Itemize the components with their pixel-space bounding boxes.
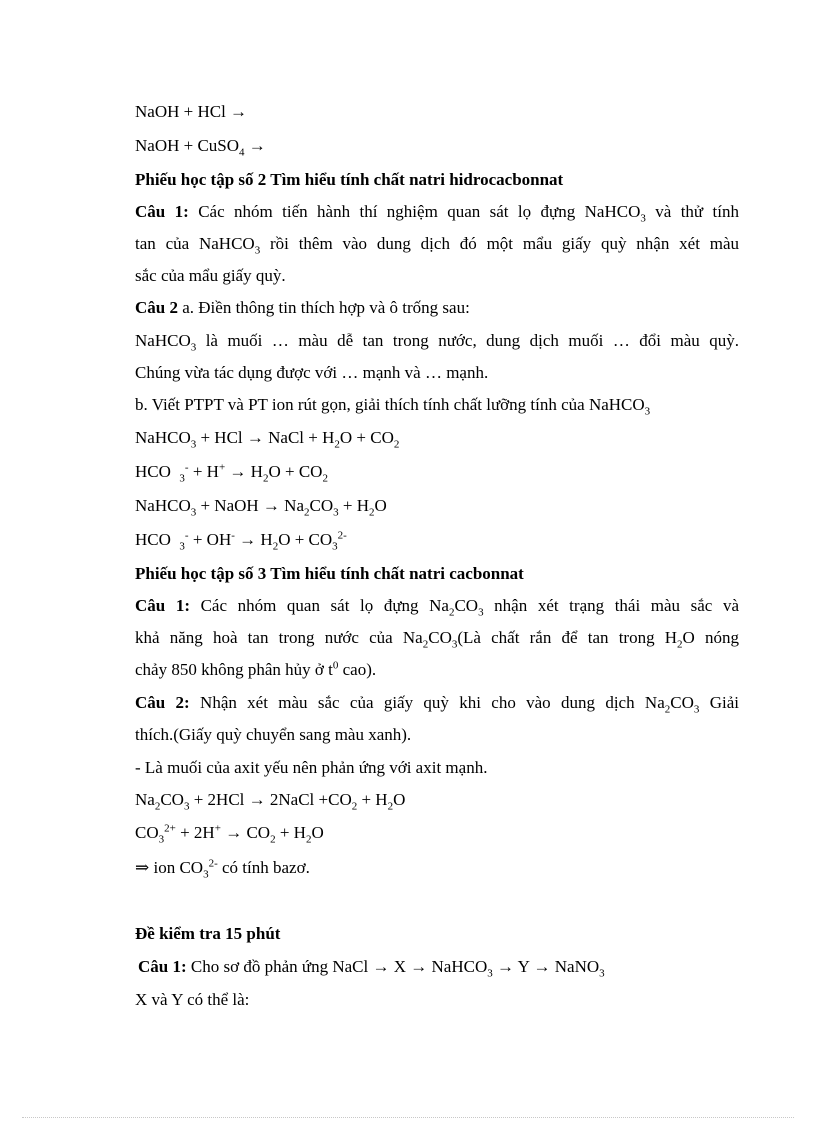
test-title: Đề kiểm tra 15 phút bbox=[135, 924, 281, 943]
test-question-1-prompt: X và Y có thể là: bbox=[135, 990, 250, 1009]
fill-in-line-1: NaHCO$_3$ là muối … màu dễ tan trong nước, dung dịch muối … đổi màu quỳ. bbox=[135, 331, 739, 354]
question-1-line-1: Câu 1: Các nhóm tiến hành thí nghiệm quan sát lọ đựng NaHCO$_3$ và thử tính bbox=[135, 202, 739, 225]
question-1-line-3: sắc của mẩu giấy quỳ. bbox=[135, 266, 286, 285]
equation-naoh-hcl: NaOH + HCl → bbox=[135, 102, 248, 121]
ionic-eq-2: HCO $_3^- + OH^- \to H_2O + CO_3^{2-}$ bbox=[135, 529, 347, 553]
conclusion-line: ⇒ ion $CO_3^{2-}$ có tính bazơ. bbox=[135, 857, 310, 881]
equation-naoh-cuso4: NaOH + CuSO$_4$ → bbox=[135, 136, 266, 159]
ws3-question-1-line-3: chảy 850 không phân hủy ở $t^0$ cao). bbox=[135, 659, 377, 679]
ionic-eq-1: HCO $_3^- + H^+ \to H_2O + CO_2$ bbox=[135, 461, 328, 485]
ws3-question-2-line-1: Câu 2: Nhận xét màu sắc của giấy quỳ khi cho vào dung dịch $Na_2CO_3$ Giải bbox=[135, 693, 739, 716]
equation-nahco3-naoh: NaHCO$_3$ + NaOH → $Na_2CO_3 + H_2O$ bbox=[135, 496, 387, 519]
worksheet-2-heading: Phiếu học tập số 2 Tìm hiểu tính chất natri hidrocacbonnat bbox=[135, 170, 564, 189]
page-bottom-divider bbox=[22, 1117, 794, 1118]
worksheet-3-heading: Phiếu học tập số 3 Tìm hiểu tính chất natri cacbonnat bbox=[135, 564, 524, 583]
equation-na2co3-hcl: $Na_2CO_3 + 2HCl$ → 2NaCl $+CO_2 + H_2O$ bbox=[135, 790, 406, 813]
part-b-line: b. Viết PTPT và PT ion rút gọn, giải thích tính chất lưỡng tính của NaHCO$_3$ bbox=[135, 395, 651, 418]
weak-acid-salt-note: - Là muối của axit yếu nên phản ứng với axit mạnh. bbox=[135, 758, 488, 777]
fill-in-line-2: Chúng vừa tác dụng được với … mạnh và … mạnh. bbox=[135, 363, 489, 382]
equation-nahco3-hcl: NaHCO$_3$ + HCl → NaCl + $H_2O + CO_2$ bbox=[135, 428, 400, 451]
question-2-line-1: Câu 2 a. Điền thông tin thích hợp và ô trống sau: bbox=[135, 298, 470, 317]
test-question-1: Câu 1: Cho sơ đồ phản ứng NaCl → X → NaHCO$_3$ → Y → NaNO$_3$ bbox=[138, 957, 605, 980]
ws3-question-1-line-1: Câu 1: Các nhóm quan sát lọ đựng $Na_2CO_3$ nhận xét trạng thái màu sắc và bbox=[135, 596, 739, 619]
question-1-line-2: tan của NaHCO$_3$ rồi thêm vào dung dịch đó một mẩu giấy quỳ nhận xét màu bbox=[135, 234, 739, 257]
ws3-question-1-line-2: khả năng hoà tan trong nước của $Na_2CO_3(Là$ chất rắn để tan trong $H_2O$ nóng bbox=[135, 628, 740, 651]
ws3-question-2-line-2: thích.(Giấy quỳ chuyển sang màu xanh). bbox=[135, 725, 412, 744]
ionic-eq-3: $CO_3^{2+} + 2H^+ \to CO_2 + H_2O$ bbox=[135, 822, 324, 846]
